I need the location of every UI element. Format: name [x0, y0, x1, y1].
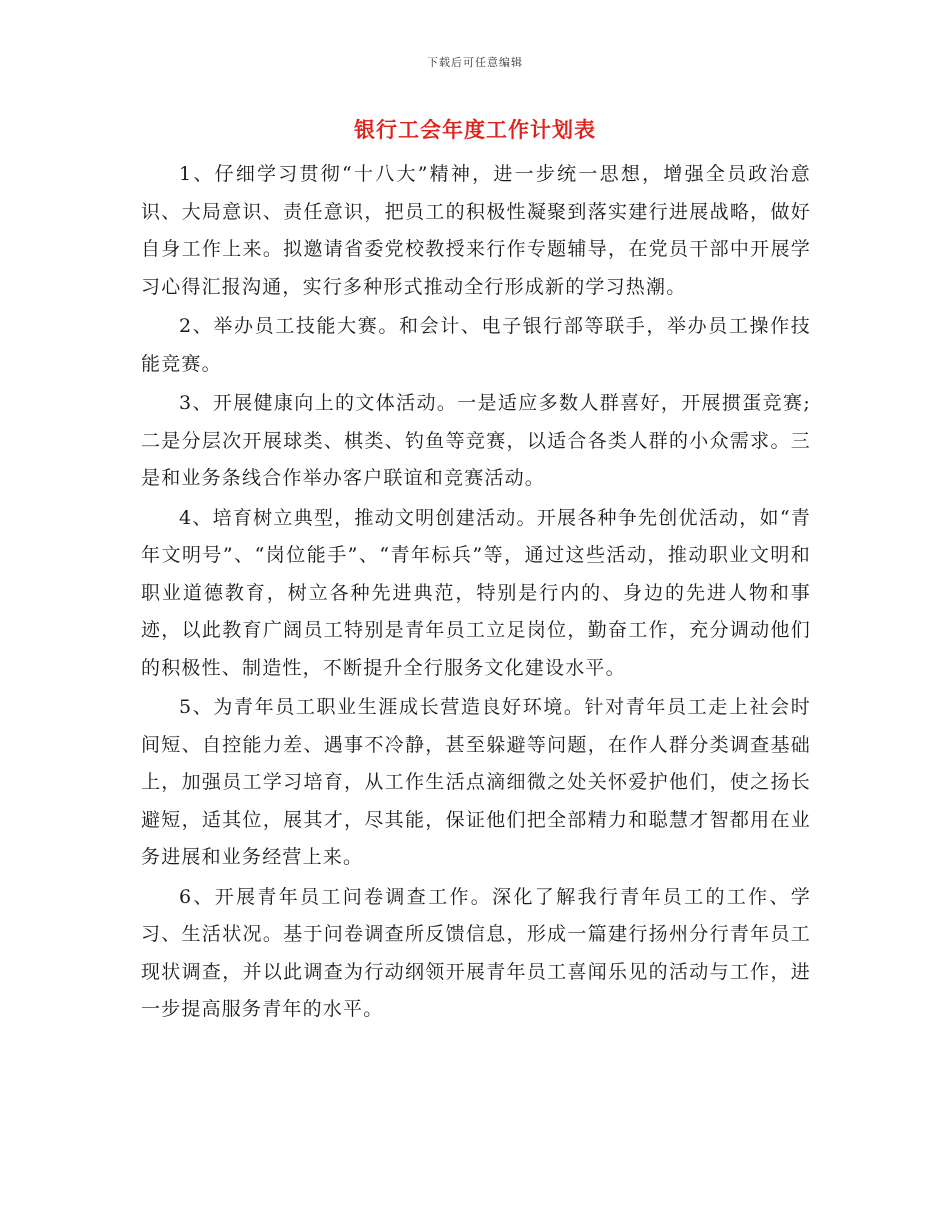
paragraph-2: 2、举办员工技能大赛。和会计、电子银行部等联手，举办员工操作技能竞赛。	[141, 315, 811, 375]
paragraph-6: 6、开展青年员工问卷调查工作。深化了解我行青年员工的工作、学习、生活状况。基于问卷调查所反馈信息，形成一篇建行扬州分行青年员工现状调查，并以此调查为行动纲领开展青年员工喜闻乐见的活动与工作，进一步提高服务青年的水平。	[141, 885, 811, 1020]
header-note: 下载后可任意编辑	[427, 56, 523, 69]
paragraph-4: 4、培育树立典型，推动文明创建活动。开展各种争先创优活动，如“青年文明号”、“岗位能手”、“青年标兵”等，通过这些活动，推动职业文明和职业道德教育，树立各种先进典范，特别是行内的、身边的先进人物和事迹，以此教育广阔员工特别是青年员工立足岗位，勤奋工作，充分调动他们的积极性、制造性，不断提升全行服务文化建设水平。	[141, 506, 811, 679]
document-title: 银行工会年度工作计划表	[354, 117, 596, 142]
paragraph-3: 3、开展健康向上的文体活动。一是适应多数人群喜好，开展掼蛋竞赛;二是分层次开展球类、棋类、钓鱼等竞赛，以适合各类人群的小众需求。三是和业务条线合作举办客户联谊和竞赛活动。	[141, 392, 811, 489]
paragraph-1: 1、仔细学习贯彻“十八大”精神，进一步统一思想，增强全员政治意识、大局意识、责任意识，把员工的积极性凝聚到落实建行进展战略，做好自身工作上来。拟邀请省委党校教授来行作专题辅导，在党员干部中开展学习心得汇报沟通，实行多种形式推动全行形成新的学习热潮。	[141, 163, 811, 298]
document-body	[141, 156, 811, 1031]
paragraph-5: 5、为青年员工职业生涯成长营造良好环境。针对青年员工走上社会时间短、自控能力差、遇事不冷静，甚至躲避等问题，在作人群分类调查基础上，加强员工学习培育，从工作生活点滴细微之处关怀爱护他们，使之扬长避短，适其位，展其才，尽其能，保证他们把全部精力和聪慧才智都用在业务进展和业务经营上来。	[141, 696, 811, 868]
